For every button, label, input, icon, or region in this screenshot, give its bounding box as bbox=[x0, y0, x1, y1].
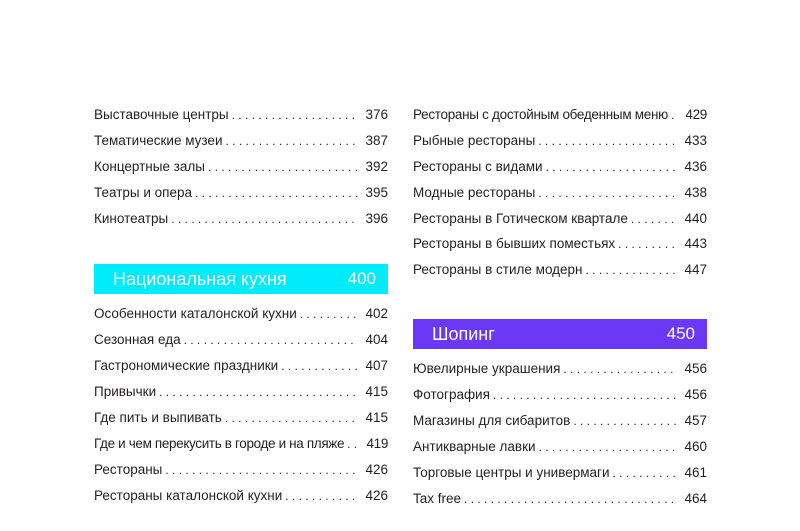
section-title: Шопинг bbox=[432, 323, 495, 344]
toc-entry[interactable]: Кинотеатры . . . 396 bbox=[94, 206, 388, 232]
toc-entry[interactable]: Tax free . . . 464 bbox=[413, 486, 707, 512]
section-heading-national-cuisine[interactable] bbox=[94, 264, 388, 294]
toc-entry[interactable]: Рестораны с видами . . . 436 bbox=[413, 154, 707, 180]
toc-entry[interactable]: Ювелирные украшения . . . 456 bbox=[413, 356, 707, 382]
section-page-number: 450 bbox=[666, 324, 695, 344]
page-number: 457 bbox=[684, 413, 707, 429]
toc-entry[interactable]: Антикварные лавки . . . 460 bbox=[413, 434, 707, 460]
toc-entry[interactable]: Рестораны с достойным обеденным меню . . . 429 bbox=[413, 102, 707, 128]
toc-column-right bbox=[413, 102, 707, 512]
toc-entry[interactable]: Рестораны в бывших поместьях . . . 443 bbox=[413, 231, 707, 257]
toc-entry[interactable]: Модные рестораны . . . 438 bbox=[413, 180, 707, 206]
toc-entry[interactable]: Сезонная еда . . . 404 bbox=[94, 327, 388, 353]
page-number: 443 bbox=[684, 236, 707, 252]
toc-entry[interactable]: Где пить и выпивать . . . 415 bbox=[94, 405, 388, 431]
page-number: 460 bbox=[684, 438, 707, 454]
page-number: 396 bbox=[365, 210, 388, 226]
toc-entry[interactable]: Концертные залы . . . 392 bbox=[94, 154, 388, 180]
toc-entry[interactable]: Рестораны в стиле модерн . . . 447 bbox=[413, 257, 707, 283]
toc-entry[interactable]: Театры и опера . . . 395 bbox=[94, 180, 388, 206]
toc-entry[interactable]: Рестораны . . . 426 bbox=[94, 457, 388, 483]
toc-entry[interactable]: Рестораны в Готическом квартале . . . 440 bbox=[413, 206, 707, 232]
toc-entry[interactable]: Фотография . . . 456 bbox=[413, 382, 707, 408]
toc-entry[interactable]: Гастрономические праздники . . . 407 bbox=[94, 353, 388, 379]
toc-entry[interactable]: Магазины для сибаритов . . . 457 bbox=[413, 408, 707, 434]
page-number: 376 bbox=[365, 107, 388, 122]
toc-entry[interactable]: Где и чем перекусить в городе и на пляже . . . 419 bbox=[94, 431, 388, 457]
section-page-number: 400 bbox=[347, 269, 376, 289]
page-number: 407 bbox=[365, 358, 388, 374]
page-number: 426 bbox=[365, 461, 388, 477]
page-number: 392 bbox=[365, 158, 388, 174]
page-number: 461 bbox=[684, 464, 707, 480]
page-number: 402 bbox=[365, 306, 388, 322]
page-number: 440 bbox=[684, 210, 707, 226]
page-number: 415 bbox=[365, 410, 388, 426]
page-number: 464 bbox=[684, 490, 707, 506]
toc-entry[interactable]: Особенности каталонской кухни . . . 402 bbox=[94, 301, 388, 327]
toc-entry[interactable]: Торговые центры и универмаги . . . 461 bbox=[413, 460, 707, 486]
page-number: 429 bbox=[685, 107, 707, 122]
section-heading-shopping[interactable] bbox=[413, 319, 707, 349]
page-number: 436 bbox=[684, 158, 707, 174]
page-number: 415 bbox=[365, 384, 388, 400]
page-number: 387 bbox=[365, 132, 388, 148]
page-number: 433 bbox=[684, 132, 707, 148]
toc-entry[interactable]: Привычки . . . 415 bbox=[94, 379, 388, 405]
toc-entry[interactable]: Рестораны каталонской кухни . . . 426 bbox=[94, 483, 388, 509]
page-number: 395 bbox=[365, 184, 388, 200]
toc-entry[interactable]: Тематические музеи . . . 387 bbox=[94, 128, 388, 154]
page-number: 456 bbox=[684, 387, 707, 403]
page-number: 447 bbox=[684, 262, 707, 278]
page-number: 426 bbox=[365, 487, 388, 503]
toc-entry[interactable]: Рыбные рестораны . . . 433 bbox=[413, 128, 707, 154]
toc-column-left bbox=[94, 102, 388, 509]
page-number: 404 bbox=[365, 332, 388, 348]
page-number: 438 bbox=[684, 184, 707, 200]
page-number: 419 bbox=[366, 435, 388, 451]
toc-entry[interactable]: Выставочные центры . . . 376 bbox=[94, 102, 388, 128]
page-number: 456 bbox=[684, 361, 707, 377]
section-title: Национальная кухня bbox=[113, 268, 287, 289]
